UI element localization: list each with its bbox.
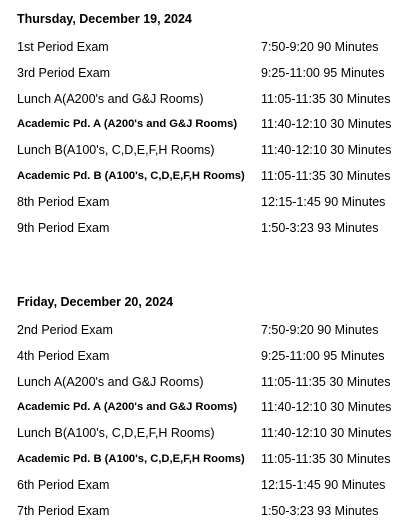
period-name: Academic Pd. B (A100's, C,D,E,F,H Rooms): [17, 453, 245, 465]
schedule-row: [0, 373, 413, 391]
period-time: 11:05-11:35 30 Minutes: [261, 91, 391, 106]
period-time: 9:25-11:00 95 Minutes: [261, 65, 385, 80]
period-name: Lunch A(A200's and G&J Rooms): [17, 91, 204, 106]
period-time: 7:50-9:20 90 Minutes: [261, 323, 379, 337]
period-time: 12:15-1:45 90 Minutes: [261, 194, 386, 209]
schedule-row: [0, 450, 413, 468]
period-name: 8th Period Exam: [17, 194, 110, 209]
schedule-row: [0, 38, 413, 56]
schedule-row: [0, 219, 413, 237]
schedule-row: [0, 115, 413, 133]
period-time: 11:40-12:10 30 Minutes: [261, 426, 392, 441]
period-name: Academic Pd. A (A200's and G&J Rooms): [17, 118, 238, 131]
day-title: Friday, December 20, 2024: [17, 295, 174, 309]
period-time: 1:50-3:23 93 Minutes: [261, 220, 379, 235]
period-time: 7:50-9:20 90 Minutes: [261, 40, 379, 54]
period-time: 1:50-3:23 93 Minutes: [261, 503, 379, 518]
schedule-row: [0, 398, 413, 416]
period-name: 2nd Period Exam: [17, 323, 113, 337]
period-name: 9th Period Exam: [17, 220, 110, 235]
schedule-row: [0, 502, 413, 520]
period-name: 6th Period Exam: [17, 477, 110, 492]
period-time: 9:25-11:00 95 Minutes: [261, 348, 385, 363]
period-name: Lunch B(A100's, C,D,E,F,H Rooms): [17, 426, 215, 441]
period-time: 12:15-1:45 90 Minutes: [261, 477, 386, 492]
schedule-row: [0, 424, 413, 442]
day-title: Thursday, December 19, 2024: [17, 12, 192, 26]
period-time: 11:40-12:10 30 Minutes: [261, 117, 392, 132]
period-time: 11:05-11:35 30 Minutes: [261, 374, 391, 389]
schedule-row: [0, 476, 413, 494]
schedule-row: [0, 90, 413, 108]
period-name: 3rd Period Exam: [17, 65, 111, 80]
schedule-row: [0, 321, 413, 339]
period-name: 7th Period Exam: [17, 503, 110, 518]
period-name: 4th Period Exam: [17, 348, 110, 363]
period-name: Academic Pd. A (A200's and G&J Rooms): [17, 401, 238, 414]
period-time: 11:40-12:10 30 Minutes: [261, 400, 392, 415]
period-time: 11:05-11:35 30 Minutes: [261, 169, 391, 183]
schedule-row: [0, 193, 413, 211]
period-time: 11:40-12:10 30 Minutes: [261, 143, 392, 158]
period-name: Academic Pd. B (A100's, C,D,E,F,H Rooms): [17, 170, 245, 182]
schedule-row: [0, 141, 413, 159]
period-time: 11:05-11:35 30 Minutes: [261, 452, 391, 466]
schedule-row: [0, 167, 413, 185]
period-name: Lunch B(A100's, C,D,E,F,H Rooms): [17, 143, 215, 158]
schedule-row: [0, 64, 413, 82]
period-name: 1st Period Exam: [17, 40, 109, 54]
schedule-row: [0, 347, 413, 365]
period-name: Lunch A(A200's and G&J Rooms): [17, 374, 204, 389]
